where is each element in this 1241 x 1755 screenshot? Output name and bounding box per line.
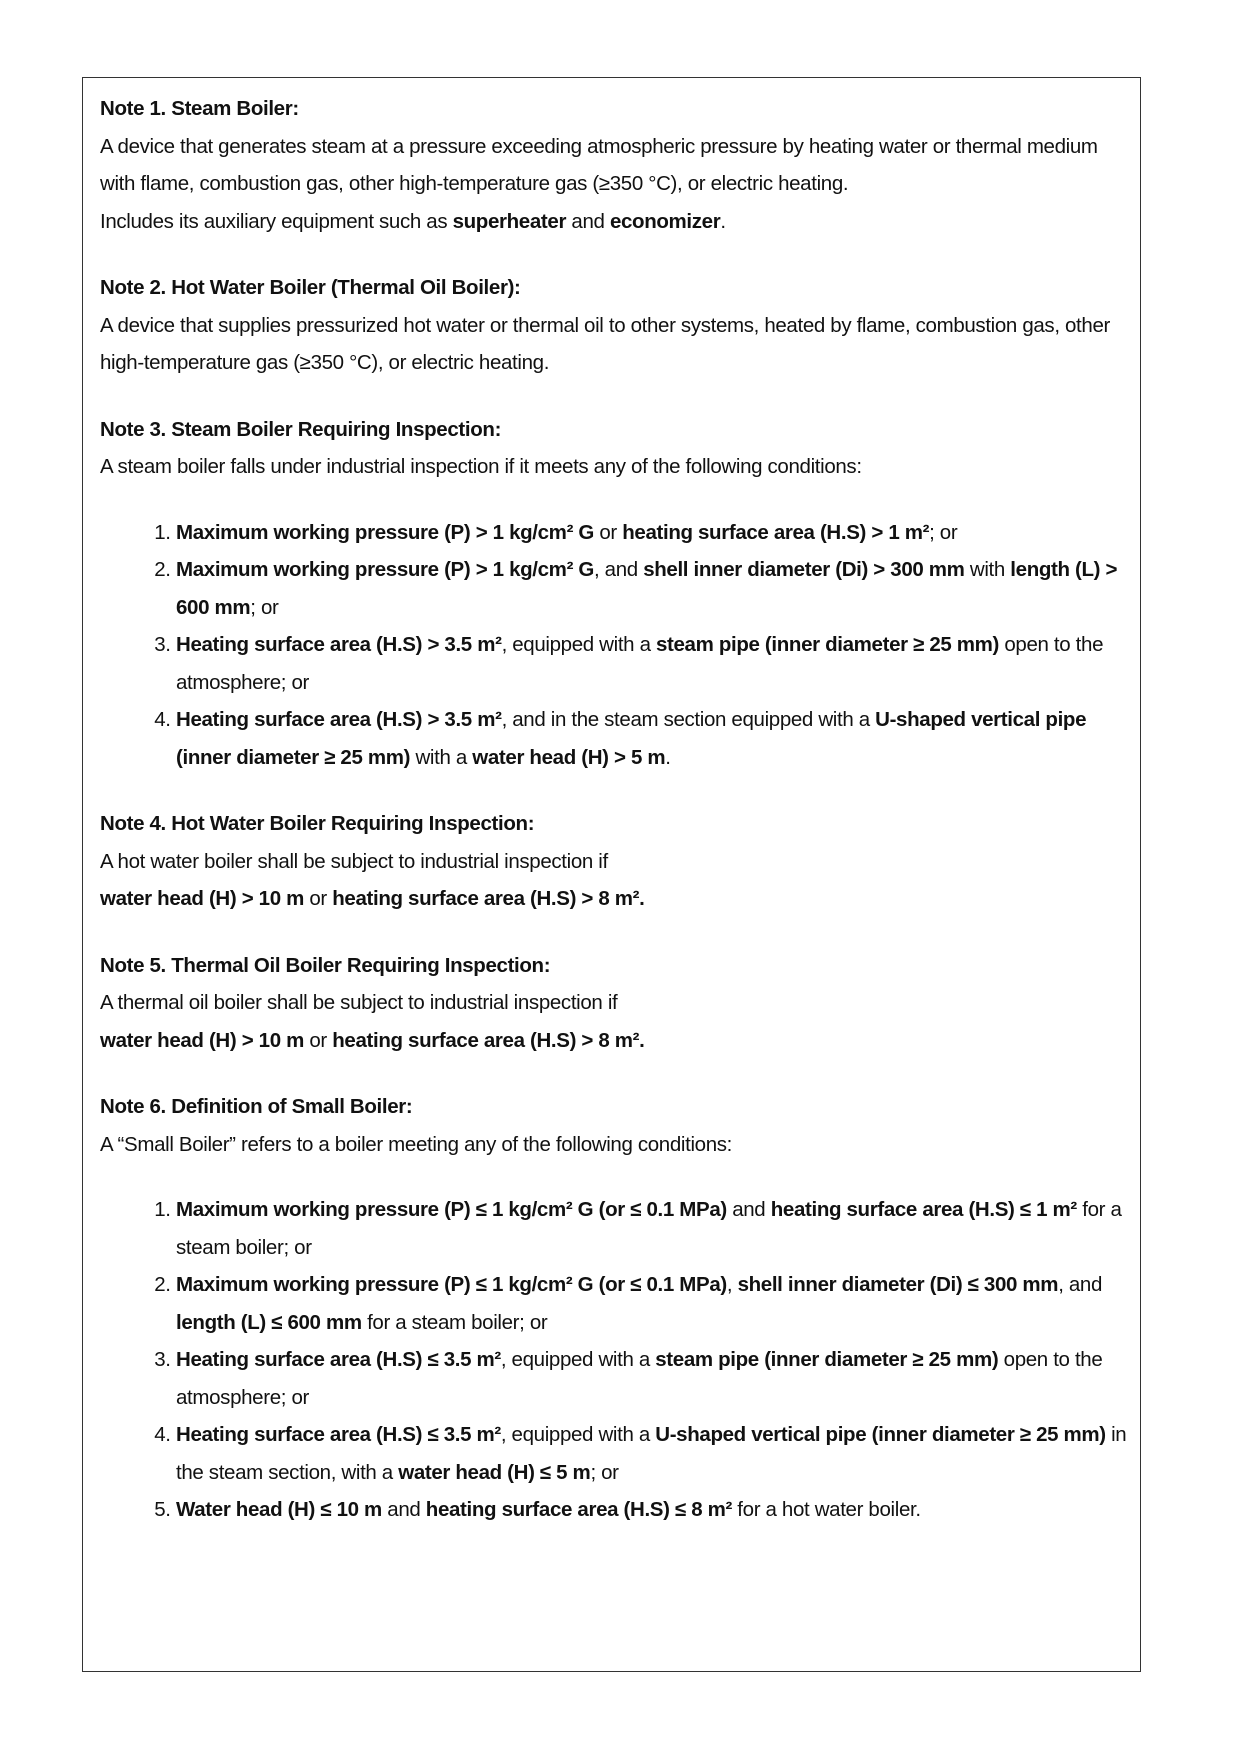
bold-text: economizer <box>609 209 721 233</box>
bold-text: Maximum working pressure (P) > 1 kg/cm² G <box>176 520 594 544</box>
bold-text: Maximum working pressure (P) > 1 kg/cm² G <box>176 558 594 581</box>
note-paragraph <box>100 128 1130 203</box>
bold-text: Heating surface area (H.S) ≤ 3.5 m² <box>176 1348 501 1371</box>
text-run: , and <box>593 558 644 581</box>
text-run: or <box>593 520 623 544</box>
bold-text: Heating surface area (H.S) > 3.5 m² <box>176 633 502 656</box>
note-paragraph <box>100 984 1130 1022</box>
bold-text: Maximum working pressure (P) ≤ 1 kg/cm² G (or ≤ 0.1 MPa) <box>176 1198 727 1221</box>
condition-item <box>176 701 1130 776</box>
text-run: A device that generates steam at a pressure exceeding atmospheric pressure by heating water or thermal medium with flame, combustion gas, other high-temperature gas (≥350 °C), or electric heating. <box>100 134 1098 195</box>
bold-text: water head (H) > 5 m <box>472 745 666 769</box>
text-run: in the steam section, with a <box>176 1423 1127 1484</box>
bold-text: Maximum working pressure (P) ≤ 1 kg/cm² G (or ≤ 0.1 MPa) <box>176 1273 727 1296</box>
bold-text: Water head (H) ≤ 10 m <box>176 1498 382 1521</box>
text-run: for a steam boiler; or <box>361 1310 548 1334</box>
note-paragraph <box>100 843 1130 881</box>
text-run: or <box>304 887 333 910</box>
text-run: or <box>304 1028 333 1052</box>
text-run: open to the atmosphere; or <box>176 1348 1103 1409</box>
text-run: and <box>726 1198 771 1221</box>
condition-item <box>176 514 1130 552</box>
note-3 <box>100 411 1130 777</box>
note-paragraph <box>100 203 1130 241</box>
bold-text: U-shaped vertical pipe (inner diameter ≥ 25 mm) <box>655 1423 1106 1446</box>
text-run: ; or <box>590 1460 619 1484</box>
note-6 <box>100 1088 1130 1529</box>
bold-text: shell inner diameter (Di) ≤ 300 mm <box>737 1273 1059 1296</box>
text-run: A hot water boiler shall be subject to industrial inspection if <box>100 849 608 873</box>
note-paragraph <box>100 307 1130 382</box>
condition-list <box>100 514 1130 777</box>
bold-text: length (L) ≤ 600 mm <box>176 1310 362 1334</box>
bold-text: U-shaped vertical pipe (inner diameter ≥ 25 mm) <box>176 708 1087 769</box>
text-run: ; or <box>250 595 279 619</box>
text-run: for a hot water boiler. <box>731 1498 921 1521</box>
notes-container <box>100 90 1130 1558</box>
note-paragraph <box>100 1126 1130 1164</box>
text-run: A thermal oil boiler shall be subject to industrial inspection if <box>100 991 618 1014</box>
text-run: A “Small Boiler” refers to a boiler meeting any of the following conditions: <box>100 1132 733 1156</box>
bold-text: steam pipe (inner diameter ≥ 25 mm) <box>655 633 1000 656</box>
text-run: open to the atmosphere; or <box>176 633 1104 694</box>
condition-item <box>176 1266 1130 1341</box>
bold-text: length (L) > 600 mm <box>176 558 1118 619</box>
note-4 <box>100 805 1130 918</box>
note-paragraph <box>100 1022 1130 1060</box>
text-run: , <box>726 1273 738 1296</box>
text-run: , equipped with a <box>501 633 656 656</box>
text-run: . <box>665 745 671 769</box>
note-5 <box>100 947 1130 1060</box>
bold-text: water head (H) > 10 m <box>100 1028 304 1052</box>
bold-text: superheater <box>452 209 567 233</box>
text-run: for a steam boiler; or <box>176 1198 1122 1259</box>
text-run: and <box>566 209 610 233</box>
bold-text: heating surface area (H.S) ≤ 1 m² <box>770 1198 1077 1221</box>
note-title: Note 3. Steam Boiler Requiring Inspection: <box>100 417 502 441</box>
note-title: Note 2. Hot Water Boiler (Thermal Oil Boiler): <box>100 276 521 299</box>
text-run: , and <box>1058 1273 1103 1296</box>
text-run: Includes its auxiliary equipment such as <box>100 209 453 233</box>
bold-text: heating surface area (H.S) > 8 m². <box>332 887 645 910</box>
condition-list <box>100 1191 1130 1529</box>
note-1 <box>100 90 1130 240</box>
condition-item <box>176 1416 1130 1491</box>
note-title: Note 6. Definition of Small Boiler: <box>100 1095 413 1118</box>
condition-item <box>176 626 1130 701</box>
note-title: Note 5. Thermal Oil Boiler Requiring Inspection: <box>100 953 551 977</box>
bold-text: water head (H) ≤ 5 m <box>398 1460 591 1484</box>
text-run: with a <box>410 745 473 769</box>
text-run: A steam boiler falls under industrial inspection if it meets any of the following conditions: <box>100 455 862 478</box>
note-title: Note 4. Hot Water Boiler Requiring Inspection: <box>100 812 535 835</box>
condition-item <box>176 1191 1130 1266</box>
bold-text: heating surface area (H.S) ≤ 8 m² <box>425 1498 732 1521</box>
note-title: Note 1. Steam Boiler: <box>100 97 299 120</box>
text-run: , equipped with a <box>500 1348 656 1371</box>
text-run: with <box>964 558 1011 581</box>
bold-text: shell inner diameter (Di) > 300 mm <box>643 558 965 581</box>
bold-text: heating surface area (H.S) > 8 m². <box>332 1028 645 1052</box>
bold-text: Heating surface area (H.S) ≤ 3.5 m² <box>176 1423 501 1446</box>
note-paragraph <box>100 880 1130 918</box>
text-run: and <box>381 1498 426 1521</box>
condition-item <box>176 1491 1130 1529</box>
bold-text: heating surface area (H.S) > 1 m² <box>622 520 930 544</box>
bold-text: Heating surface area (H.S) > 3.5 m² <box>176 708 502 731</box>
bold-text: water head (H) > 10 m <box>100 887 304 910</box>
note-2 <box>100 269 1130 382</box>
text-run: . <box>720 209 726 233</box>
text-run: ; or <box>929 520 958 544</box>
note-paragraph <box>100 448 1130 486</box>
condition-item <box>176 1341 1130 1416</box>
text-run: , and in the steam section equipped with a <box>501 708 876 731</box>
condition-item <box>176 551 1130 626</box>
text-run: , equipped with a <box>500 1423 656 1446</box>
bold-text: steam pipe (inner diameter ≥ 25 mm) <box>655 1348 999 1371</box>
text-run: A device that supplies pressurized hot water or thermal oil to other systems, heated by flame, combustion gas, other high-temperature gas (≥350 °C), or electric heating. <box>100 313 1110 374</box>
